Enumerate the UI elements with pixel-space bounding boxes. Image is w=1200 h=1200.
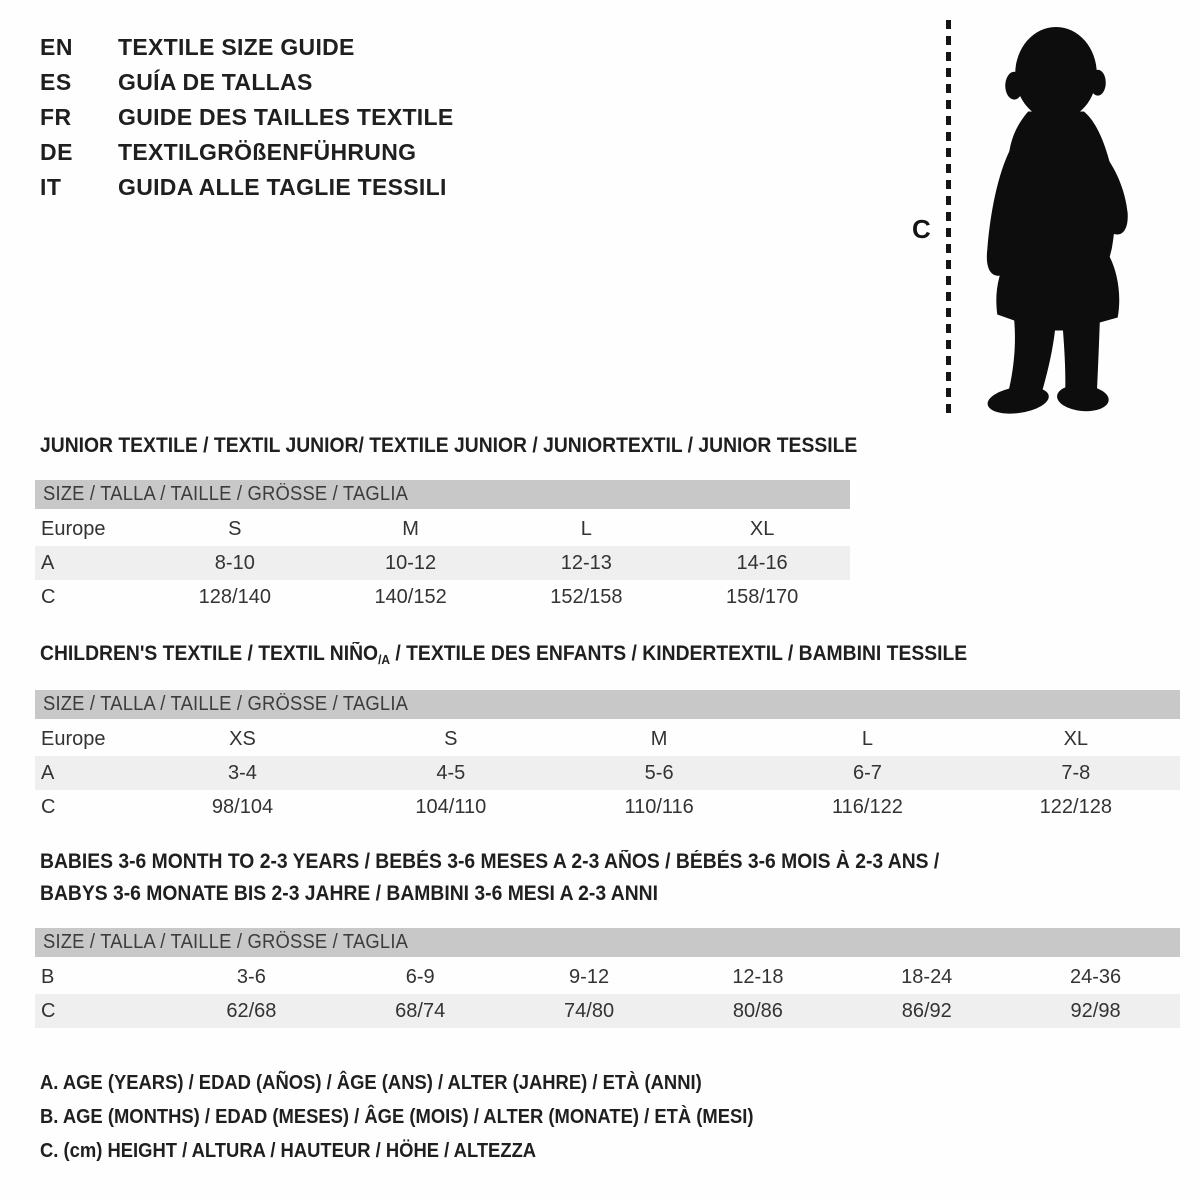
- size-cell: 92/98: [1011, 994, 1180, 1028]
- size-cell: 86/92: [842, 994, 1011, 1028]
- size-cell: 140/152: [374, 585, 447, 608]
- size-cell: 6-9: [405, 965, 435, 988]
- row-label: Europe: [41, 517, 106, 540]
- footnote-a: A. AGE (YEARS) / EDAD (AÑOS) / ÂGE (ANS) / ALTER (JAHRE) / ETÀ (ANNI): [40, 1072, 702, 1094]
- size-cell: 80/86: [673, 994, 842, 1028]
- language-row: [40, 135, 454, 170]
- size-cell: 10-12: [323, 546, 499, 580]
- language-code: FR: [40, 104, 72, 130]
- size-cell: 7-8: [972, 756, 1180, 790]
- language-title: GUÍA DE TALLAS: [118, 69, 313, 95]
- size-cell: XL: [749, 517, 775, 540]
- table-row: [35, 546, 850, 580]
- row-label: C: [41, 795, 56, 818]
- junior-size-table: [35, 512, 850, 614]
- children-size-section: [35, 690, 1180, 824]
- row-label: A: [35, 756, 138, 790]
- size-cell: 128/140: [198, 585, 271, 608]
- measurement-figure: [900, 12, 1170, 424]
- size-cell: S: [444, 727, 458, 750]
- size-cell: 62/68: [167, 994, 336, 1028]
- size-cell: 5-6: [555, 756, 763, 790]
- language-list: [40, 30, 454, 205]
- size-cell: 104/110: [415, 795, 487, 818]
- size-cell: 110/116: [624, 795, 694, 818]
- table-row: [35, 722, 1180, 756]
- row-label: Europe: [41, 727, 106, 750]
- junior-size-section: [35, 480, 850, 614]
- size-cell: L: [861, 727, 874, 750]
- size-cell: 3-4: [138, 756, 346, 790]
- table-row: [35, 580, 850, 614]
- language-code: ES: [40, 69, 72, 95]
- size-cell: 158/170: [725, 585, 799, 608]
- language-title: TEXTILE SIZE GUIDE: [118, 34, 355, 60]
- language-code: IT: [40, 174, 62, 200]
- language-row: [40, 65, 454, 100]
- size-cell: 12-13: [498, 546, 674, 580]
- language-row: [40, 30, 454, 65]
- table-row: [35, 994, 1180, 1028]
- babies-size-table: [35, 960, 1180, 1028]
- size-cell: 8-10: [147, 546, 323, 580]
- language-code: DE: [40, 139, 73, 165]
- size-cell: XS: [229, 727, 256, 750]
- size-cell: M: [402, 517, 419, 540]
- nino-a-subscript: /A: [378, 652, 391, 667]
- baby-silhouette-image: [962, 22, 1150, 420]
- size-cell: 3-6: [236, 965, 266, 988]
- height-dashed-line: [946, 20, 951, 418]
- row-label: C: [41, 585, 56, 608]
- table-row: [35, 790, 1180, 824]
- size-cell: 14-16: [674, 546, 850, 580]
- table-row: [35, 756, 1180, 790]
- row-label: A: [35, 546, 147, 580]
- language-title: TEXTILGRÖßENFÜHRUNG: [118, 139, 417, 165]
- size-header-bar-children: SIZE / TALLA / TAILLE / GRÖSSE / TAGLIA: [35, 690, 1180, 719]
- language-row: [40, 100, 454, 135]
- size-cell: 122/128: [1039, 795, 1112, 818]
- size-header-bar-junior: SIZE / TALLA / TAILLE / GRÖSSE / TAGLIA: [35, 480, 850, 509]
- size-cell: 12-18: [732, 965, 784, 988]
- footnote-b: B. AGE (MONTHS) / EDAD (MESES) / ÂGE (MOIS) / ALTER (MONATE) / ETÀ (MESI): [40, 1106, 754, 1128]
- section-title-babies-line1: BABIES 3-6 MONTH TO 2-3 YEARS / BEBÉS 3-6 MESES A 2-3 AÑOS / BÉBÉS 3-6 MOIS À 2-3 ANS /: [40, 850, 940, 873]
- size-cell: L: [580, 517, 592, 540]
- size-cell: 74/80: [505, 994, 674, 1028]
- size-cell: XL: [1063, 727, 1089, 750]
- size-cell: 9-12: [569, 965, 610, 988]
- babies-size-section: [35, 928, 1180, 1028]
- size-cell: 152/158: [550, 585, 623, 608]
- table-row: [35, 512, 850, 546]
- size-cell: 18-24: [901, 965, 953, 988]
- row-label: C: [35, 994, 167, 1028]
- section-title-junior: JUNIOR TEXTILE / TEXTIL JUNIOR/ TEXTILE JUNIOR / JUNIORTEXTIL / JUNIOR TESSILE: [40, 434, 858, 457]
- size-cell: 68/74: [336, 994, 505, 1028]
- row-label: B: [41, 965, 55, 988]
- size-cell: S: [228, 517, 242, 540]
- size-cell: 24-36: [1070, 965, 1122, 988]
- section-title-babies-line2: BABYS 3-6 MONATE BIS 2-3 JAHRE / BAMBINI 3-6 MESI A 2-3 ANNI: [40, 882, 658, 905]
- children-size-table: [35, 722, 1180, 824]
- language-title: GUIDE DES TAILLES TEXTILE: [118, 104, 454, 130]
- language-title: GUIDA ALLE TAGLIE TESSILI: [118, 174, 447, 200]
- size-cell: 98/104: [211, 795, 274, 818]
- size-cell: 4-5: [347, 756, 555, 790]
- height-measure-label: C: [912, 214, 931, 244]
- size-cell: 116/122: [832, 795, 903, 818]
- language-row: [40, 170, 454, 205]
- size-header-bar-babies: SIZE / TALLA / TAILLE / GRÖSSE / TAGLIA: [35, 928, 1180, 957]
- table-row: [35, 960, 1180, 994]
- size-cell: 6-7: [763, 756, 971, 790]
- section-title-children: CHILDREN'S TEXTILE / TEXTIL NIÑO/A / TEXTILE DES ENFANTS / KINDERTEXTIL / BAMBINI TESSILE: [40, 642, 968, 667]
- footnote-c: C. (cm) HEIGHT / ALTURA / HAUTEUR / HÖHE / ALTEZZA: [40, 1140, 537, 1162]
- size-cell: M: [650, 727, 668, 750]
- language-code: EN: [40, 34, 73, 60]
